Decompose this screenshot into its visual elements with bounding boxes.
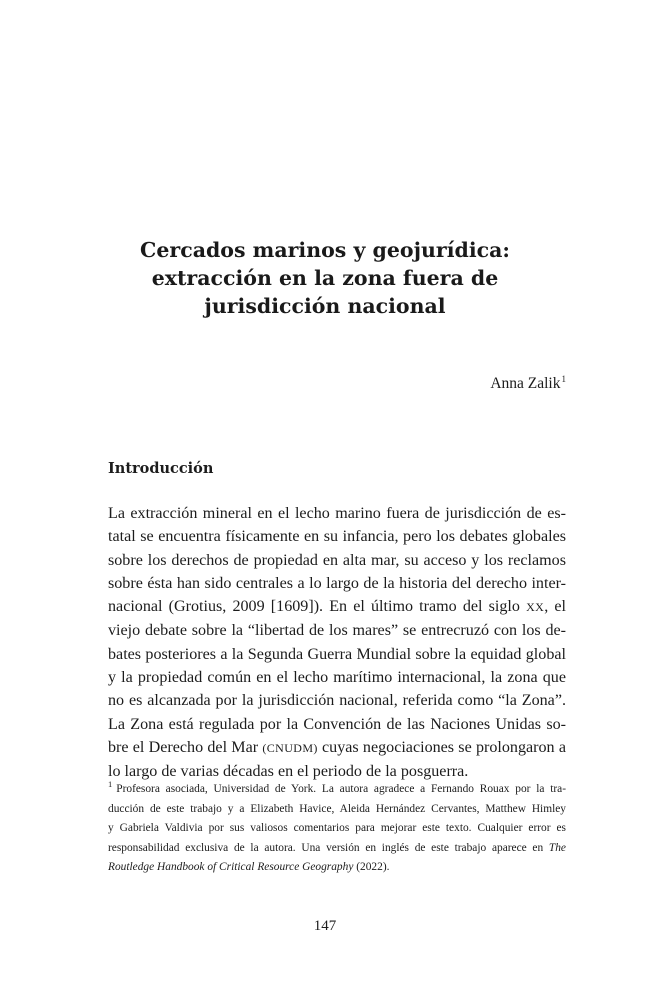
footnote [108,775,566,878]
body-line [108,736,566,760]
body-line-text: bre el Derecho del Mar [108,738,263,756]
body-line-text: nacional (Grotius, 2009 [1609]). En el último tramo del siglo [108,598,527,616]
footnote-text: responsabilidad exclusiva de la autora. Una versión en inglés de este trabajo aparece en [108,841,549,854]
footnote-text: (2022). [353,861,390,874]
chapter-title [100,236,550,320]
body-line: y la propiedad común en el lecho marítimo internacional, la zona que [108,669,566,687]
body-line: bates posteriores a la Segunda Guerra Mundial sobre la equidad global [108,645,566,663]
acronym: (CNUDM) [262,740,318,755]
footnote-line: y Gabriela Valdivia por sus valiosos comentarios para mejorar este texto. Cualquier error es [108,822,566,835]
title-line: Cercados marinos y geojurídica: [140,238,510,262]
footnote-reference[interactable]: 1 [561,374,566,384]
body-line [108,595,566,619]
footnote-line [108,858,566,878]
body-line: lo largo de varias décadas en el periodo de la posguerra. [108,763,469,781]
footnote-line [108,839,566,859]
body-line-text: cuyas negociaciones se prolongaron a [317,738,566,756]
book-title: The [548,841,566,854]
body-line: no es alcanzada por la jurisdicción nacional, referida como “la Zona”. [108,692,566,710]
body-line-text: , el [544,598,566,616]
body-line: La Zona está regulada por la Convención de las Naciones Unidas so- [108,715,566,733]
century-numeral: XX [526,600,545,615]
title-line: jurisdicción nacional [204,294,446,318]
book-title: Routledge Handbook of Critical Resource Geography [108,861,354,874]
page-number: 147 [313,918,337,934]
footnote-text: Profesora asociada, Universidad de York. La autora agradece a Fernando Rouax por la tra- [116,783,566,795]
footnote-line [108,775,566,800]
footnote-line: ducción de este trabajo y a Elizabeth Havice, Aleida Hernández Cervantes, Matthew Himley [108,802,566,815]
footnote-mark: 1 [108,779,113,789]
body-line: viejo debate sobre la “libertad de los mares” se entrecruzó con los de- [108,622,566,640]
author-byline [490,374,566,393]
body-line: sobre los derechos de propiedad en alta mar, su acceso y los reclamos [108,551,566,569]
body-paragraph [108,502,566,784]
section-heading: Introducción [108,460,214,477]
body-line: tatal se encuentra físicamente en su infancia, pero los debates globales [108,528,566,546]
title-line: extracción en la zona fuera de [151,266,499,290]
body-line: La extracción mineral en el lecho marino fuera de jurisdicción de es- [108,505,566,522]
author-name: Anna Zalik [490,375,561,392]
body-line: sobre ésta han sido centrales a lo largo de la historia del derecho inter- [108,574,566,592]
